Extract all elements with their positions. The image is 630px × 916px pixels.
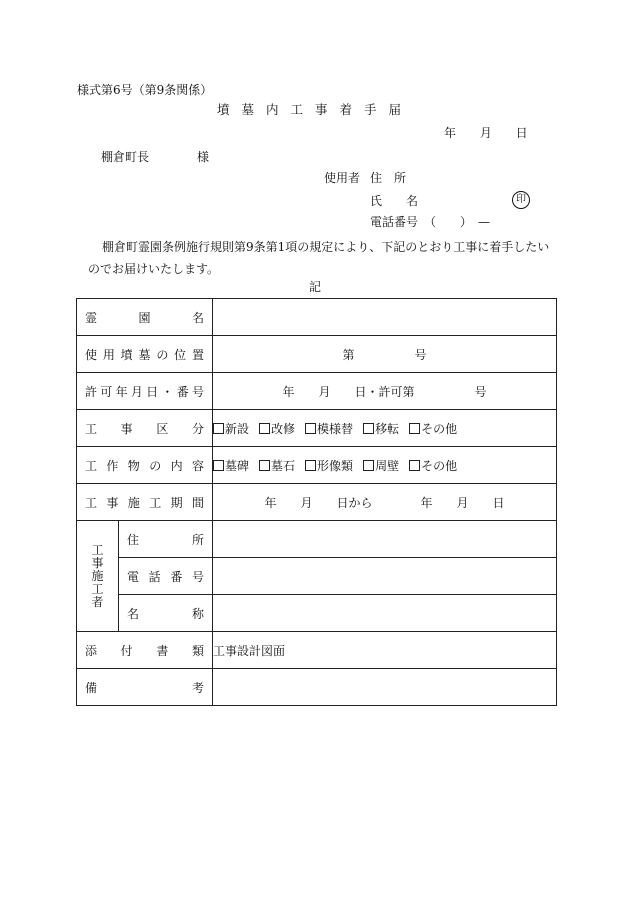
grave-location-label: 使用墳墓の位置: [85, 347, 205, 362]
ki-heading: 記: [308, 280, 321, 294]
applicant-label: 使用者: [324, 171, 361, 185]
structure-option-monument[interactable]: 墓碑: [213, 459, 249, 473]
seal-icon: 印: [512, 191, 530, 209]
contractor-name-field[interactable]: [213, 595, 557, 632]
applicant-name-field[interactable]: 氏 名: [370, 194, 419, 208]
checkbox-icon[interactable]: [305, 423, 316, 434]
work-category-option-relocate[interactable]: 移転: [363, 422, 399, 436]
addressee-honorific: 様: [197, 150, 210, 164]
contractor-group-label: 工事施工者: [91, 542, 104, 609]
table-row: [77, 558, 557, 595]
contractor-name-label: 名称: [127, 606, 205, 621]
attachments-field[interactable]: 工事設計図面: [213, 632, 557, 669]
contractor-group-label-cell: [77, 521, 119, 632]
checkbox-icon[interactable]: [363, 423, 374, 434]
applicant-phone-field[interactable]: 電話番号 （ ） —: [370, 215, 491, 229]
structure-option-gravestone[interactable]: 墓石: [259, 459, 295, 473]
grave-location-field[interactable]: 第 号: [213, 336, 557, 373]
cemetery-name-field[interactable]: [213, 299, 557, 336]
structure-content-options: [213, 447, 557, 484]
structure-option-statue[interactable]: 形像類: [305, 459, 353, 473]
table-row: [77, 484, 557, 521]
checkbox-icon[interactable]: [213, 460, 224, 471]
contractor-address-field[interactable]: [213, 521, 557, 558]
table-row: [77, 595, 557, 632]
checkbox-icon[interactable]: [259, 423, 270, 434]
work-period-field[interactable]: 年 月 日から 年 月 日: [213, 484, 557, 521]
row-label-cell: [77, 299, 213, 336]
structure-option-other[interactable]: その他: [409, 459, 457, 473]
checkbox-icon[interactable]: [259, 460, 270, 471]
table-row: [77, 410, 557, 447]
remarks-label: 備考: [85, 680, 205, 695]
addressee: [101, 150, 209, 164]
permit-date-number-label: 許可年月日・番号: [85, 384, 205, 399]
table-row: [77, 373, 557, 410]
structure-option-wall[interactable]: 周壁: [363, 459, 399, 473]
applicant-address-field[interactable]: 住 所: [370, 171, 407, 185]
checkbox-icon[interactable]: [363, 460, 374, 471]
structure-content-label: 工作物の内容: [85, 458, 205, 473]
submission-date[interactable]: 年 月 日: [444, 126, 528, 140]
body-text: 棚倉町霊園条例施行規則第9条第1項の規定により、下記のとおり工事に着手したいのでお届けいたします。: [88, 240, 550, 276]
work-category-options: [213, 410, 557, 447]
work-category-option-repair[interactable]: 改修: [259, 422, 295, 436]
attachments-label: 添付書類: [85, 643, 205, 658]
work-category-option-new[interactable]: 新設: [213, 422, 249, 436]
work-period-label: 工事施工期間: [85, 495, 205, 510]
work-category-option-remodel[interactable]: 模様替: [305, 422, 353, 436]
checkbox-icon[interactable]: [305, 460, 316, 471]
cemetery-name-label: 霊園名: [85, 310, 205, 325]
table-row: [77, 632, 557, 669]
work-category-label: 工事区分: [85, 421, 205, 436]
contractor-phone-label: 電話番号: [127, 569, 205, 584]
page-title: 墳墓内工事着手届: [216, 102, 413, 117]
contractor-phone-field[interactable]: [213, 558, 557, 595]
table-row: [77, 521, 557, 558]
table-row: [77, 299, 557, 336]
table-row: [77, 669, 557, 706]
work-category-option-other[interactable]: その他: [409, 422, 457, 436]
permit-date-number-field[interactable]: 年 月 日・許可第 号: [213, 373, 557, 410]
contractor-address-label: 住所: [127, 532, 205, 547]
checkbox-icon[interactable]: [213, 423, 224, 434]
checkbox-icon[interactable]: [409, 460, 420, 471]
table-row: [77, 336, 557, 373]
table-row: [77, 447, 557, 484]
remarks-field[interactable]: [213, 669, 557, 706]
checkbox-icon[interactable]: [409, 423, 420, 434]
form-number: 様式第6号（第9条関係）: [77, 83, 213, 97]
application-form-table: [76, 298, 557, 706]
addressee-name: 棚倉町長: [101, 150, 150, 164]
